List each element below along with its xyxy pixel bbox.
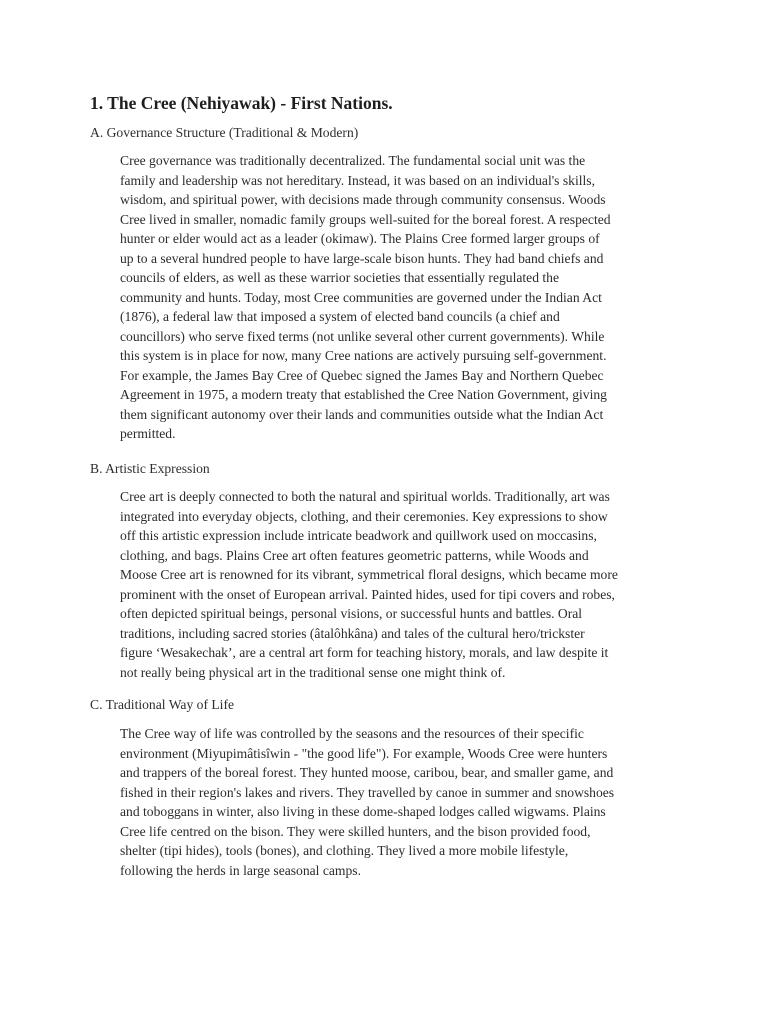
paragraph-line: fished in their region's lakes and rivers. They travelled by canoe in summer and snowshoes <box>120 784 615 800</box>
paragraph-line: clothing, and bags. Plains Cree art often features geometric patterns, while Woods and <box>120 547 589 563</box>
paragraph-line: not really being physical art in the traditional sense one might think of. <box>120 664 506 680</box>
paragraph-line: this system is in place for now, many Cree nations are actively pursuing self-government. <box>120 348 607 363</box>
paragraph-line: and trappers of the boreal forest. They hunted moose, caribou, bear, and smaller game, and <box>120 765 614 780</box>
paragraph-line: hunter or elder would act as a leader (okimaw). The Plains Cree formed larger groups of <box>120 231 600 246</box>
paragraph-line: prominent with the onset of European arrival. Painted hides, used for tipi covers and robes, <box>120 586 615 602</box>
paragraph-line: Agreement in 1975, a modern treaty that established the Cree Nation Government, giving <box>120 387 607 402</box>
paragraph-line: integrated into everyday objects, clothing, and their ceremonies. Key expressions to show <box>120 508 608 524</box>
paragraph-line: For example, the James Bay Cree of Quebec signed the James Bay and Northern Quebec <box>120 367 604 383</box>
paragraph-line: off this artistic expression include intricate beadwork and quillwork used on moccasins, <box>120 528 597 543</box>
paragraph-line: (1876), a federal law that imposed a system of elected band councils (a chief and <box>120 309 560 324</box>
paragraph-line: traditions, including sacred stories (âtalôhkâna) and tales of the cultural hero/trickster <box>120 625 585 641</box>
section-heading-governance: A. Governance Structure (Traditional & Modern) <box>90 125 359 140</box>
paragraph-line: permitted. <box>120 426 176 441</box>
paragraph-line: councils of elders, as well as these warrior societies that essentially regulated the <box>120 270 560 285</box>
section-heading-artistic-expression: B. Artistic Expression <box>90 461 210 476</box>
paragraph-line: The Cree way of life was controlled by the seasons and the resources of their specific <box>120 726 584 741</box>
paragraph-line: Cree governance was traditionally decentralized. The fundamental social unit was the <box>120 153 586 168</box>
paragraph-line: them significant autonomy over their lands and communities outside what the Indian Act <box>120 406 604 422</box>
paragraph-line: environment (Miyupimâtisîwin - "the good life"). For example, Woods Cree were hunters <box>120 745 608 761</box>
page-title: 1. The Cree (Nehiyawak) - First Nations. <box>90 93 393 113</box>
paragraph-line: following the herds in large seasonal camps. <box>120 862 361 878</box>
paragraph-line: community and hunts. Today, most Cree communities are governed under the Indian Act <box>120 289 602 305</box>
paragraph-line: Cree life centred on the bison. They were skilled hunters, and the bison provided food, <box>120 823 591 839</box>
section-body-artistic-expression <box>120 487 688 682</box>
paragraph-line: up to a several hundred people to have large-scale bison hunts. They had band chiefs and <box>120 250 604 266</box>
paragraph-line: Cree lived in smaller, nomadic family groups well-suited for the boreal forest. A respected <box>120 211 611 227</box>
paragraph-line: figure ‘Wesakechak’, are a central art form for teaching history, morals, and law despite it <box>120 645 609 660</box>
paragraph-line: Cree art is deeply connected to both the natural and spiritual worlds. Traditionally, art was <box>120 489 610 504</box>
paragraph-line: family and leadership was not hereditary. Instead, it was based on an individual's skills, <box>120 172 595 188</box>
paragraph-line: councillors) who serve fixed terms (not unlike several other current governments). While <box>120 328 605 344</box>
paragraph-line: Moose Cree art is renowned for its vibrant, symmetrical floral designs, which became more <box>120 567 618 582</box>
paragraph-line: often depicted spiritual beings, personal visions, or successful hunts and battles. Oral <box>120 606 583 621</box>
section-body-way-of-life <box>120 724 688 880</box>
paragraph-line: and toboggans in winter, also living in these dome-shaped lodges called wigwams. Plains <box>120 804 606 819</box>
section-heading-way-of-life: C. Traditional Way of Life <box>90 697 235 712</box>
section-body-governance <box>120 151 688 444</box>
paragraph-line: wisdom, and spiritual power, with decisions made through community consensus. Woods <box>120 192 606 207</box>
paragraph-line: shelter (tipi hides), tools (bones), and clothing. They lived a more mobile lifestyle, <box>120 843 569 858</box>
